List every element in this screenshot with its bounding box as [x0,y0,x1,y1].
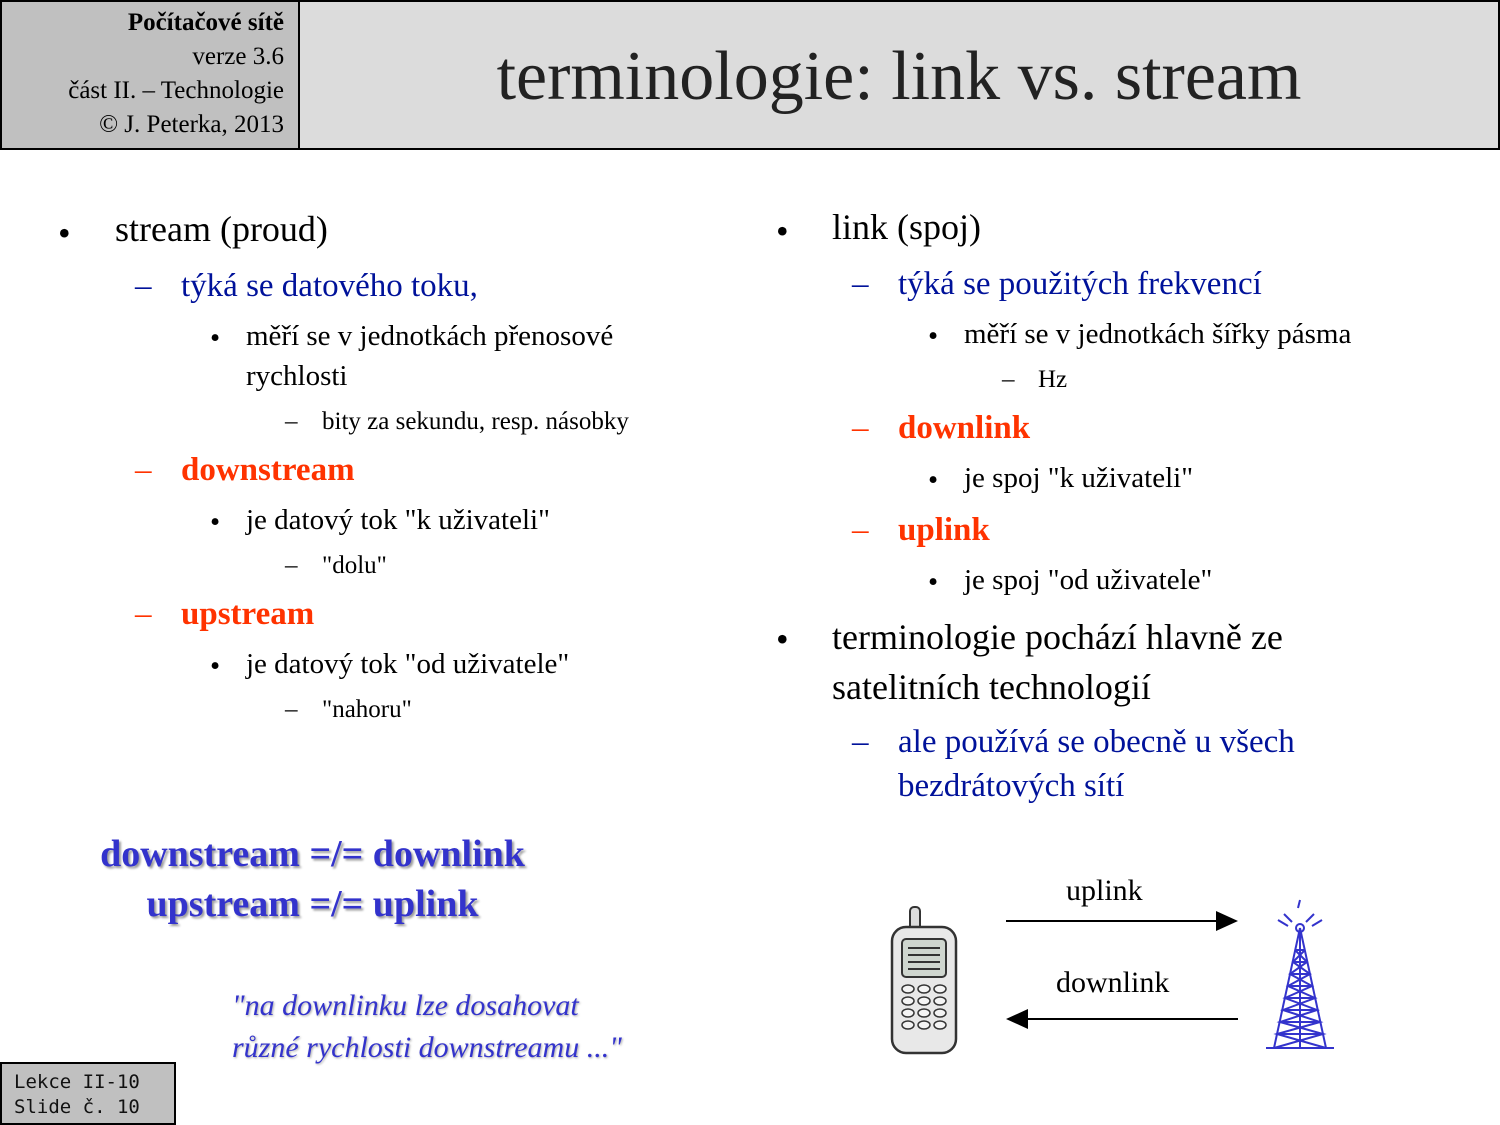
link-description: týká se použitých frekvencí [898,266,1262,302]
bullet-marker: • [210,506,221,538]
course-info-box [0,0,300,150]
upstream-note: "nahoru" [322,696,412,723]
bullet-marker: • [58,213,71,253]
bullet-marker: • [928,464,939,496]
origin-line2: satelitních technologií [832,667,1151,707]
usage-line2: bezdrátových sítí [898,768,1125,804]
stream-measure-line1: měří se v jednotkách přenosové [246,320,614,352]
origin-line1: terminologie pochází hlavně ze [832,617,1283,657]
equation-upstream: upstream =/= uplink [146,883,479,925]
link-arrows [1000,905,1250,1035]
dash-marker: – [852,410,869,446]
bullet-marker: • [928,320,939,352]
bullet-marker: • [210,322,221,354]
bullet-marker: • [776,211,789,251]
uplink-arrow-icon [1006,911,1238,931]
link-units: Hz [1038,366,1068,393]
dash-marker: – [1002,366,1015,393]
lesson-number: Lekce II-10 [14,1071,140,1093]
downlink-arrow-icon [1006,1009,1238,1029]
equation-downstream: downstream =/= downlink [100,833,525,875]
slide-number: Slide č. 10 [14,1096,140,1118]
mobile-phone-icon [884,905,964,1057]
usage-line1: ale používá se obecně u všech [898,724,1295,760]
link-measure: měří se v jednotkách šířky pásma [964,318,1352,350]
bullet-marker: • [928,566,939,598]
link-heading: link (spoj) [832,207,981,247]
antenna-tower-icon [1262,898,1338,1056]
course-copyright: © J. Peterka, 2013 [99,111,284,138]
downlink-definition: je spoj "k uživateli" [964,462,1194,494]
upstream-term: upstream [181,596,315,632]
stream-units: bity za sekundu, resp. násobky [322,408,629,435]
stream-measure-line2: rychlosti [246,360,348,392]
stream-heading: stream (proud) [115,209,328,249]
dash-marker: – [852,266,869,302]
dash-marker: – [852,512,869,548]
course-name: Počítačové sítě [127,9,284,36]
slide-title: terminologie: link vs. stream [298,0,1500,150]
dash-marker: – [135,452,152,488]
bullet-marker: • [776,619,789,659]
slide-number-box [0,1062,176,1125]
quote-line2: různé rychlosti downstreamu ..." [232,1031,622,1064]
downstream-term: downstream [181,452,355,488]
upstream-definition: je datový tok "od uživatele" [246,648,570,680]
dash-marker: – [135,268,152,304]
dash-marker: – [135,596,152,632]
dash-marker: – [852,724,869,760]
course-part: část II. – Technologie [68,77,284,104]
downstream-note: "dolu" [322,552,387,579]
uplink-term: uplink [898,512,990,548]
uplink-definition: je spoj "od uživatele" [964,564,1213,596]
downstream-definition: je datový tok "k uživateli" [246,504,550,536]
quote-line1: "na downlinku lze dosahovat [232,989,579,1022]
downlink-label: downlink [1056,966,1170,999]
downlink-term: downlink [898,410,1031,446]
uplink-label: uplink [1066,874,1143,907]
dash-marker: – [285,552,298,579]
stream-description: týká se datového toku, [181,268,478,304]
dash-marker: – [285,696,298,723]
bullet-marker: • [210,650,221,682]
dash-marker: – [285,408,298,435]
course-version: verze 3.6 [192,43,284,70]
